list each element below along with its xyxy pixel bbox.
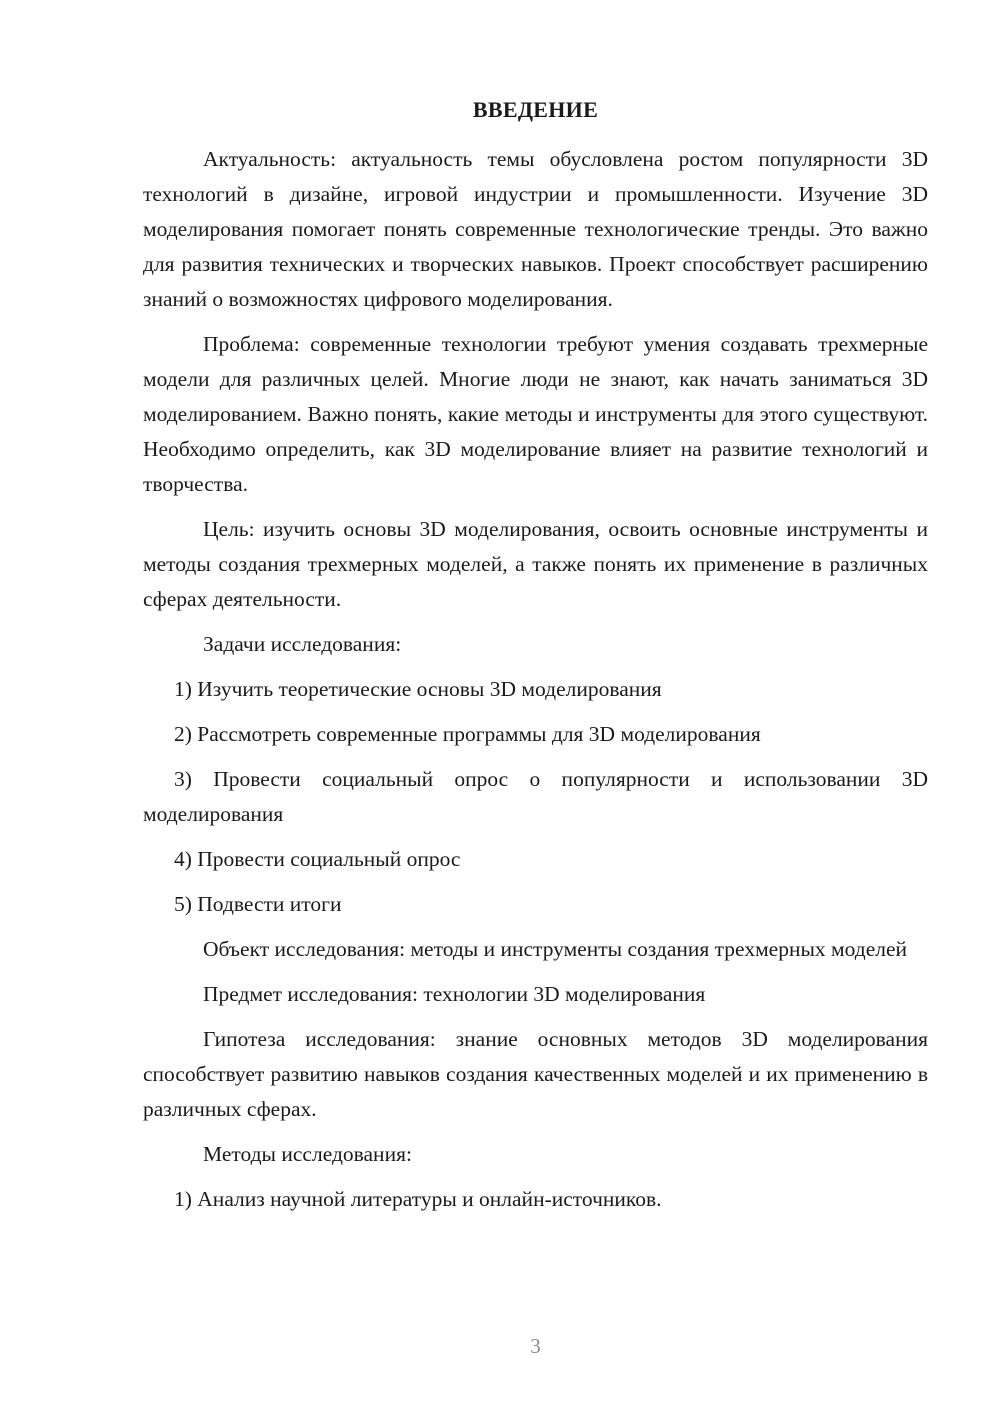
- task-item: 2) Рассмотреть современные программы для 3D моделирования: [174, 722, 761, 746]
- tasks-heading: Задачи исследования:: [203, 632, 402, 656]
- relevance-paragraph: Актуальность: актуальность темы обусловлена ростом популярности 3D технологий в дизайне, игровой индустрии и промышленности. Изучение 3D моделирования помогает понять современные технологические тренды. Это важно для развития технических и творческих навыков. Проект способствует расширению знаний о возможностях цифрового моделирования.: [143, 147, 928, 311]
- hypothesis-paragraph: Гипотеза исследования: знание основных методов 3D моделирования способствует развитию навыков создания качественных моделей и их применению в различных сферах.: [143, 1027, 928, 1121]
- object-paragraph: Объект исследования: методы и инструменты создания трехмерных моделей: [203, 937, 908, 961]
- task-item: 5) Подвести итоги: [174, 892, 342, 916]
- subject-paragraph: Предмет исследования: технологии 3D моделирования: [203, 982, 706, 1006]
- methods-heading: Методы исследования:: [203, 1142, 412, 1166]
- problem-paragraph: Проблема: современные технологии требуют умения создавать трехмерные модели для различных целей. Многие люди не знают, как начать заниматься 3D моделированием. Важно понять, какие методы и инструменты для этого существуют. Необходимо определить, как 3D моделирование влияет на развитие технологий и творчества.: [143, 332, 928, 496]
- task-item: 3) Провести социальный опрос о популярности и использовании 3D моделирования: [143, 767, 928, 826]
- section-heading: ВВЕДЕНИЕ: [472, 97, 599, 122]
- task-item: 4) Провести социальный опрос: [174, 847, 461, 871]
- document-page: [143, 0, 928, 1414]
- method-item: 1) Анализ научной литературы и онлайн-источников.: [174, 1187, 662, 1211]
- page-number: 3: [530, 1334, 541, 1358]
- document-body: [143, 142, 928, 1227]
- task-item: 1) Изучить теоретические основы 3D моделирования: [174, 677, 662, 701]
- goal-paragraph: Цель: изучить основы 3D моделирования, освоить основные инструменты и методы создания трехмерных моделей, а также понять их применение в различных сферах деятельности.: [143, 517, 928, 611]
